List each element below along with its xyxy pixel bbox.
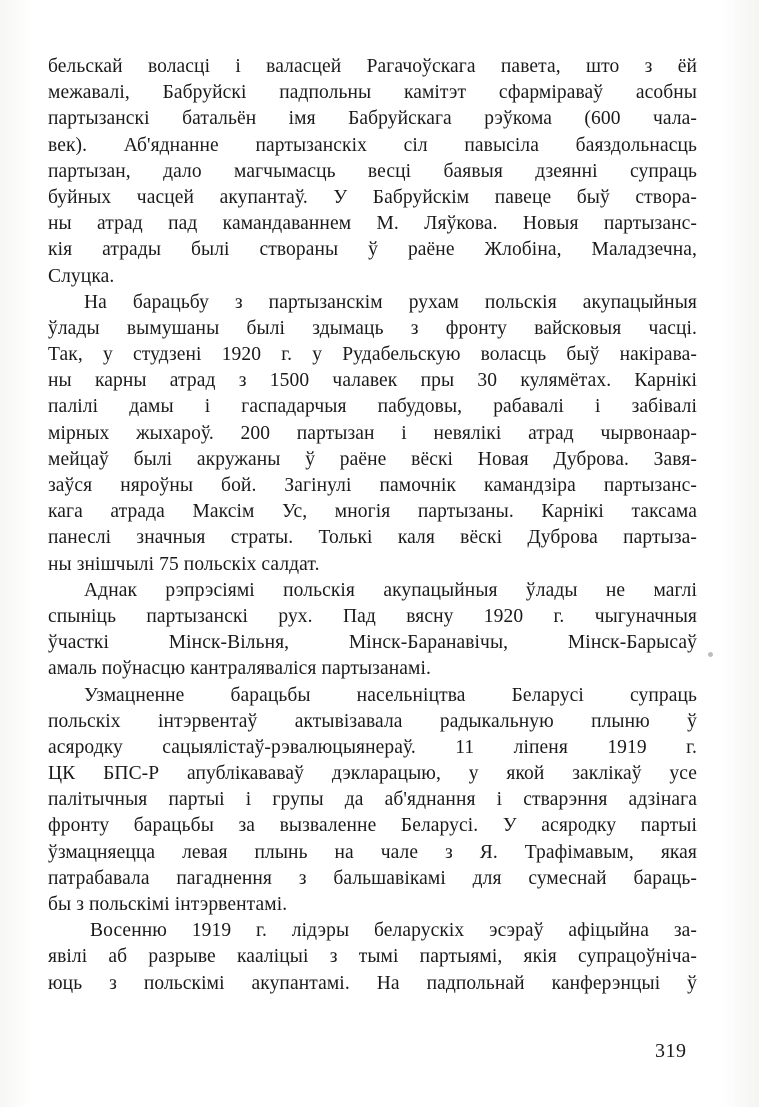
text-line: ўчасткі Мінск-Вільня, Мінск-Баранавічы, Мінск-Барысаў (48, 632, 697, 654)
text-line: век). Аб'яднанне партызанскіх сіл павысіла баяздольнасць (48, 134, 697, 156)
text-line: панеслі значныя страты. Толькі каля вёскі Дуброва партыза- (48, 527, 697, 549)
text-line: бы з польскімі інтэрвентамі. (48, 894, 288, 915)
text-line: асяродку сацыялістаў-рэвалюцыянераў. 11 ліпеня 1919 г. (48, 736, 697, 758)
text-line: спыніць партызанскі рух. Пад вясну 1920 г. чыгуначныя (48, 605, 697, 627)
text-line: На барацьбу з партызанскім рухам польскія акупацыйныя (84, 291, 697, 313)
text-line: палілі дамы і гаспадарчыя пабудовы, рабавалі і забівалі (48, 396, 697, 418)
text-line: Слуцка. (48, 265, 115, 287)
text-line: буйных часцей акупантаў. У Бабруйскім павеце быў створа- (48, 186, 697, 208)
text-line: польскіх інтэрвентаў актывізавала радыкальную плыню ў (48, 710, 697, 732)
text-line: Восенню 1919 г. лідэры беларускіх эсэраў афіцыйна за- (90, 920, 697, 942)
text-line: кага атрада Максім Ус, многія партызаны. Карнікі таксама (48, 501, 697, 523)
text-line: кія атрады былі створаны ў раёне Жлобіна, Маладзечна, (48, 239, 697, 261)
text-line: Аднак рэпрэсіямі польскія акупацыйныя ўлады не маглі (84, 579, 697, 601)
text-line: Узмацненне барацьбы насельніцтва Беларусі супраць (84, 684, 697, 706)
text-line: ўлады вымушаны былі здымаць з фронту вайсковыя часці. (48, 317, 697, 339)
text-line: ны карны атрад з 1500 чалавек пры 30 кулямётах. Карнікі (48, 370, 697, 392)
text-line: ўзмацняецца левая плынь на чале з Я. Трафімавым, якая (48, 841, 697, 863)
text-line: фронту барацьбы за вызваленне Беларусі. У асяродку партыі (48, 815, 697, 837)
text-line: юць з польскімі акупантамі. На падпольнай канферэнцыі ў (48, 972, 697, 994)
text-line: палітычныя партыі і групы да аб'яднання і стварэння адзінага (48, 789, 697, 811)
text-line: партызан, дало магчымасць весці баявыя дзеянні супраць (48, 160, 697, 182)
scan-speck (708, 652, 713, 657)
text-line: явілі аб разрыве кааліцыі з тымі партыямі, якія супрацоўніча- (48, 946, 697, 968)
text-line: амаль поўнасцю кантраляваліся партызанамі. (48, 658, 431, 680)
text-line: межавалі, Бабруйскі падпольны камітэт сфарміраваў асобны (48, 82, 697, 104)
text-line: ны атрад пад камандаваннем М. Ляўкова. Новыя партызанс- (48, 213, 697, 235)
page-number: 319 (655, 1040, 687, 1062)
text-line: ЦК БПС-Р апублікававаў дэкларацыю, у якой заклікаў усе (48, 763, 697, 785)
text-line: патрабавала пагаднення з бальшавікамі для сумеснай бараць- (48, 867, 697, 889)
text-line: Так, у студзені 1920 г. у Рудабельскую воласць быў накірава- (48, 344, 697, 366)
text-line: мейцаў былі акружаны ў раёне вёскі Новая Дуброва. Завя- (48, 448, 697, 470)
text-line: мірных жыхароў. 200 партызан і невялікі атрад чырвонаар- (48, 422, 697, 444)
body-text (48, 54, 697, 997)
text-line: бельскай воласці і валасцей Рагачоўскага павета, што з ёй (48, 56, 697, 77)
text-line: заўся няроўны бой. Загінулі памочнік камандзіра партызанс- (48, 475, 697, 496)
text-line: партызанскі батальён імя Бабруйскага рэўкома (600 чала- (48, 108, 697, 130)
text-line: ны знішчылі 75 польскіх салдат. (48, 553, 320, 575)
